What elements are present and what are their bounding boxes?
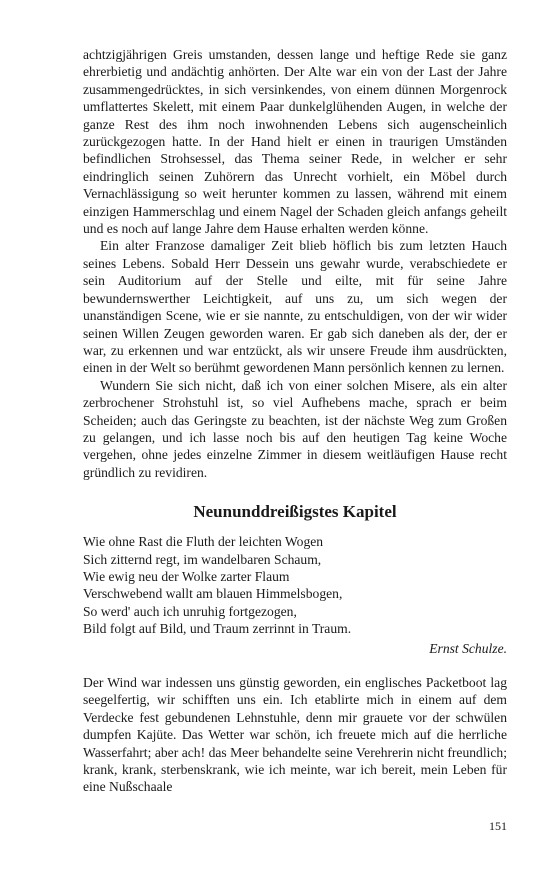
poem-epigraph <box>83 533 507 657</box>
paragraph: Wundern Sie sich nicht, daß ich von einer solchen Misere, als ein alter zerbrochener Strohstuhl ist, so viel Aufhebens mache, sprach er beim Scheiden; auch das Geringste zu beachten, ist der nächste Weg zum Großen zu gelangen, und ich lasse noch bis auf den heutigen Tag keine Woche vergehen, ohne jedes einzelne Zimmer in diesem weitläufigen Hause recht gründlich zu revidiren. <box>83 377 507 480</box>
poem-line: Wie ohne Rast die Fluth der leichten Wogen <box>83 534 324 550</box>
chapter-title: Neununddreißigstes Kapitel <box>193 502 397 522</box>
closing-paragraph: Der Wind war indessen uns günstig geworden, ein englisches Packetboot lag seegelfertig, wir schifften uns ein. Ich etablirte mich in einem auf dem Verdecke fest gebundenen Lehnstuhle, denn mir grauete vor der schwülen dumpfen Kajüte. Das Wetter war schön, ich freuete mich auf die herrliche Wasserfahrt; aber ach! das Meer behandelte seine Verehrerin nicht freundlich; krank, krank, sterbenskrank, wie ich meinte, war ich bereit, mein Leben für eine Nußschaale <box>83 675 507 795</box>
page-number: 151 <box>489 819 507 833</box>
paragraph: Ein alter Franzose damaliger Zeit blieb höflich bis zum letzten Hauch seines Lebens. Sobald Herr Dessein uns gewahr wurde, verabschiedete er sein Auditorium auf der Stelle und eilte, mit für seine Jahre bewundernswerther Leichtigkeit, auf uns zu, um sich wegen der unanständigen Scene, wie er sie nannte, zu entschuldigen, von der wir wider seinen Willen Zeugen geworden waren. Er gab sich daneben als der, der er war, zu erkennen und war entzückt, als wir unsere Freude ihm ausdrückten, einen in der Welt so berühmt gewordenen Mann persönlich kennen zu lernen. <box>83 238 507 376</box>
paragraph: achtzigjährigen Greis umstanden, dessen lange und heftige Rede sie ganz ehrerbietig und andächtig anhörten. Der Alte war ein von der Last der Jahre zusammengedrücktes, in sich versinkendes, von einem dünnen Morgenrock umflattertes Skelett, mit einem Paar dunkelglühenden Augen, in welche der ganze Rest des ihm noch inwohnenden Lebens sich augenscheinlich zurückgezogen hatte. In der Hand hielt er einen in traurigen Umständen befindlichen Strohsessel, das Thema seiner Rede, in welcher er sehr eindringlich seinen Zuhörern das Unrecht vorhielt, ein Möbel durch Vernachlässigung so weit herunter kommen zu lassen, während mit einem einzigen Hammerschlag und einem Nagel der Schaden gleich anfangs geheilt und es noch auf lange Jahre dem Hause erhalten werden könne. <box>83 47 507 237</box>
poem-line: Bild folgt auf Bild, und Traum zerrinnt in Traum. <box>83 621 352 637</box>
page-body <box>83 46 507 796</box>
poem-line: Wie ewig neu der Wolke zarter Flaum <box>83 568 290 584</box>
poem-line: Verschwebend wallt am blauen Himmelsbogen, <box>83 586 343 602</box>
poem-author: Ernst Schulze. <box>429 640 507 656</box>
poem-line: So werd' auch ich unruhig fortgezogen, <box>83 603 297 619</box>
poem-line: Sich zitternd regt, im wandelbaren Schaum, <box>83 551 322 567</box>
